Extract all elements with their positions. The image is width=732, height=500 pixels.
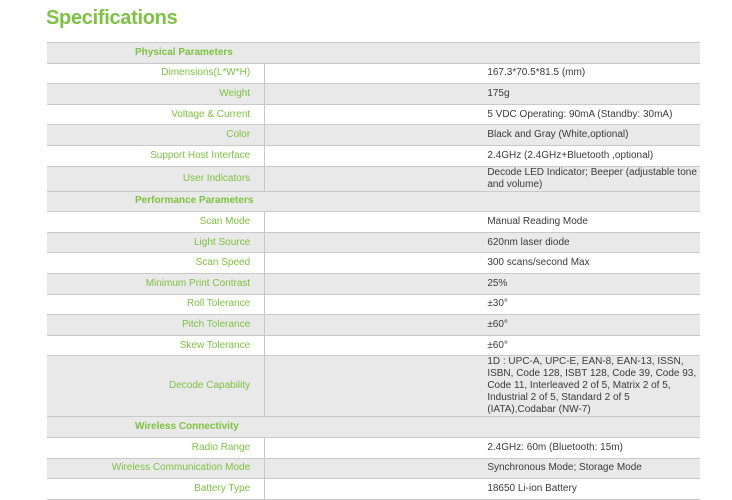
spec-row <box>47 125 700 146</box>
spec-row <box>47 273 700 294</box>
section-header: Physical Parameters <box>47 43 700 64</box>
column-divider <box>265 212 483 233</box>
column-divider <box>265 294 483 315</box>
spec-value: 2.4GHz (2.4GHz+Bluetooth ,optional) <box>482 145 700 166</box>
column-divider <box>265 335 483 356</box>
spec-label: Radio Range <box>47 437 265 458</box>
spec-row <box>47 315 700 336</box>
spec-value: Manual Reading Mode <box>482 212 700 233</box>
column-divider <box>265 166 483 191</box>
spec-label: Scan Speed <box>47 253 265 274</box>
spec-label: Wireless Communication Mode <box>47 458 265 479</box>
spec-label: Light Source <box>47 232 265 253</box>
spec-label: Minimum Print Contrast <box>47 273 265 294</box>
specifications-table <box>47 42 700 500</box>
column-divider <box>265 458 483 479</box>
column-divider <box>265 479 483 500</box>
column-divider <box>265 273 483 294</box>
spec-label: Skew Tolerance <box>47 335 265 356</box>
spec-label: User Indicators <box>47 166 265 191</box>
section-header-row <box>47 417 700 438</box>
spec-label: Dimensions(L*W*H) <box>47 63 265 84</box>
section-header: Wireless Connectivity <box>47 417 700 438</box>
spec-row <box>47 294 700 315</box>
spec-label: Pitch Tolerance <box>47 315 265 336</box>
spec-value: 18650 Li-ion Battery <box>482 479 700 500</box>
column-divider <box>265 104 483 125</box>
spec-label: Weight <box>47 84 265 105</box>
spec-value: ±60° <box>482 315 700 336</box>
spec-label: Decode Capability <box>47 356 265 417</box>
column-divider <box>265 253 483 274</box>
section-header: Performance Parameters <box>47 191 700 212</box>
column-divider <box>265 125 483 146</box>
page-title: Specifications <box>46 7 178 29</box>
spec-row <box>47 212 700 233</box>
spec-value: 25% <box>482 273 700 294</box>
spec-value: ±60° <box>482 335 700 356</box>
spec-row <box>47 232 700 253</box>
section-header-row <box>47 43 700 64</box>
column-divider <box>265 437 483 458</box>
spec-row <box>47 253 700 274</box>
spec-value: Decode LED Indicator; Beeper (adjustable tone and volume) <box>482 166 700 191</box>
spec-row <box>47 104 700 125</box>
column-divider <box>265 84 483 105</box>
column-divider <box>265 356 483 417</box>
spec-value: 1D : UPC-A, UPC-E, EAN-8, EAN-13, ISSN, ISBN, Code 128, ISBT 128, Code 39, Code 93, Code 11, Interleaved 2 of 5, Matrix 2 of 5, Industrial 2 of 5, Standard 2 of 5 (IATA),Codabar (NW-7) <box>482 356 700 417</box>
spec-label: Battery Type <box>47 479 265 500</box>
spec-value: Synchronous Mode; Storage Mode <box>482 458 700 479</box>
spec-row <box>47 437 700 458</box>
column-divider <box>265 315 483 336</box>
spec-value: 620nm laser diode <box>482 232 700 253</box>
spec-value: 175g <box>482 84 700 105</box>
column-divider <box>265 145 483 166</box>
spec-value: 5 VDC Operating: 90mA (Standby: 30mA) <box>482 104 700 125</box>
spec-value: Black and Gray (White,optional) <box>482 125 700 146</box>
spec-row <box>47 145 700 166</box>
spec-row <box>47 63 700 84</box>
spec-label: Scan Mode <box>47 212 265 233</box>
spec-value: ±30° <box>482 294 700 315</box>
spec-row <box>47 356 700 417</box>
column-divider <box>265 63 483 84</box>
spec-row <box>47 335 700 356</box>
spec-label: Voltage & Current <box>47 104 265 125</box>
spec-value: 2.4GHz: 60m (Bluetooth: 15m) <box>482 437 700 458</box>
spec-row <box>47 84 700 105</box>
spec-row <box>47 166 700 191</box>
spec-label: Support Host Interface <box>47 145 265 166</box>
spec-label: Color <box>47 125 265 146</box>
column-divider <box>265 232 483 253</box>
section-header-row <box>47 191 700 212</box>
spec-label: Roll Tolerance <box>47 294 265 315</box>
specifications-table-body <box>47 43 700 500</box>
spec-row <box>47 458 700 479</box>
spec-value: 300 scans/second Max <box>482 253 700 274</box>
spec-row <box>47 479 700 500</box>
spec-value: 167.3*70.5*81.5 (mm) <box>482 63 700 84</box>
